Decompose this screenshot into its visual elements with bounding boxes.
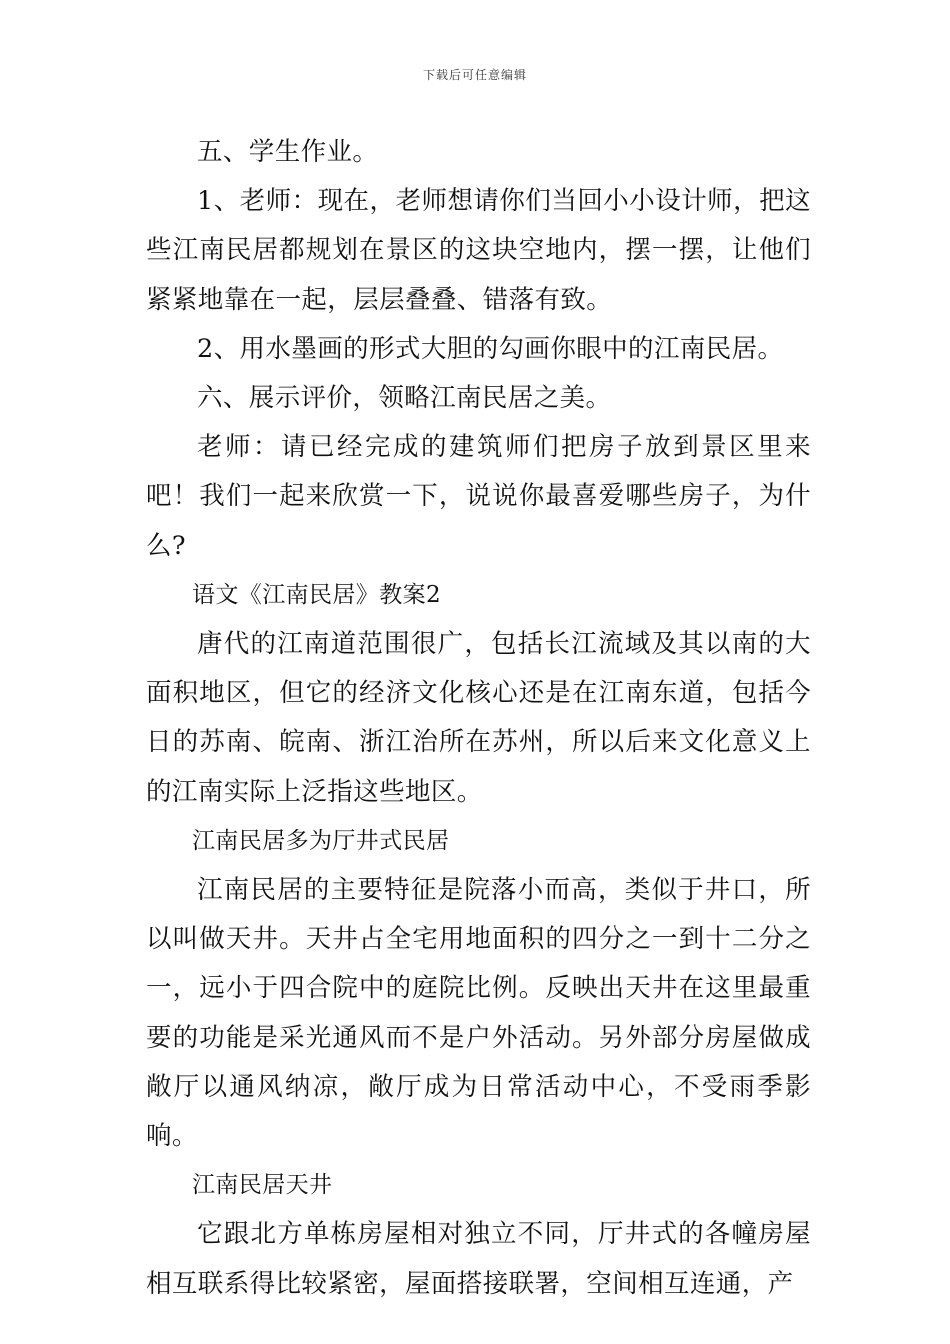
paragraph-homework-2: 2、用水墨画的形式大胆的勾画你眼中的江南民居。 [197, 333, 784, 364]
paragraph-homework-title: 五、学生作业。 [197, 137, 379, 167]
paragraph-courtyard-features: 江南民居的主要特征是院落小而高，类似于井口，所以叫做天井。天井占全宅用地面积的四分之一到十二分之一，远小于四合院中的庭院比例。反映出天井在这里最重要的功能是采光通风而不是户外活动。另外部分房屋做成敞厅以通风纳凉，敞厅成为日常活动中心，不受雨季影响。 [146, 875, 811, 1152]
paragraph-tang-jiangnan: 唐代的江南道范围很广，包括长江流域及其以南的大面积地区，但它的经济文化核心还是在江南东道，包括今日的苏南、皖南、浙江治所在苏州，所以后来文化意义上的江南实际上泛指这些地区。 [146, 629, 811, 807]
paragraph-lesson-title: 语文《江南民居》教案2 [192, 581, 442, 608]
paragraph-evaluation-title: 六、展示评价，领略江南民居之美。 [197, 383, 612, 414]
document-body [146, 128, 811, 1309]
paragraph-house-connection: 它跟北方单栋房屋相对独立不同，厅井式的各幢房屋相互联系得比较紧密，屋面搭接联署，空间相互连通，产 [146, 1219, 811, 1299]
paragraph-teacher-invite: 老师：请已经完成的建筑师们把房子放到景区里来吧！我们一起来欣赏一下，说说你最喜爱哪些房子，为什么? [146, 432, 811, 561]
paragraph-homework-1: 1、老师：现在，老师想请你们当回小小设计师，把这些江南民居都规划在景区的这块空地内，摆一摆，让他们紧紧地靠在一起，层层叠叠、错落有致。 [146, 186, 811, 315]
paragraph-subheading-tianjing: 江南民居天井 [192, 1172, 333, 1199]
paragraph-subheading-tingjing: 江南民居多为厅井式民居 [192, 827, 450, 854]
page-header: 下载后可任意编辑 [422, 68, 527, 82]
